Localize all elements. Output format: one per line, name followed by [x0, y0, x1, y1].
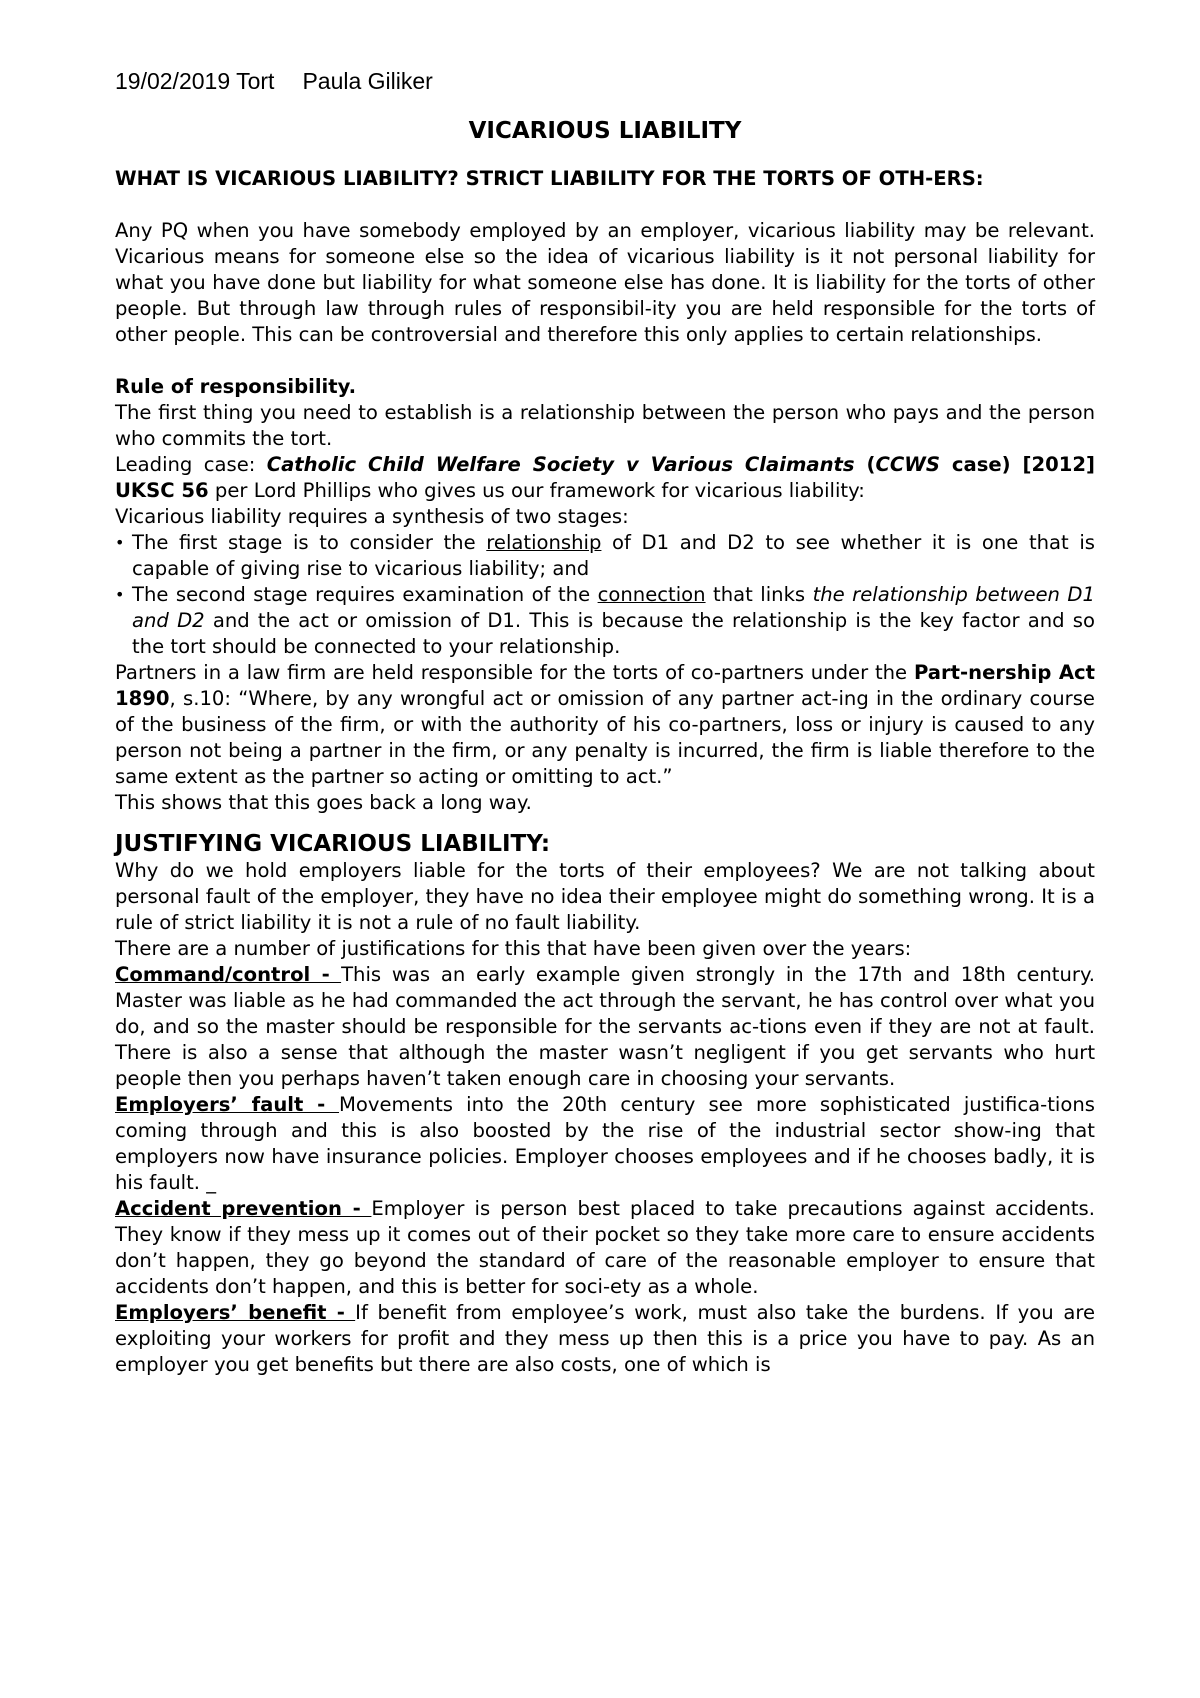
synthesis-line: Vicarious liability requires a synthesis of two stages: — [115, 505, 629, 528]
leading-case-prefix: Leading case: — [115, 453, 267, 476]
rule-paragraph: The first thing you need to establish is a relationship between the person who pays and the person who commits the tort. — [115, 401, 1095, 450]
bullet-text: and the act or omission of D1. This is because the relationship is the key factor and so the tort should be connected to your relationship. — [132, 609, 1095, 658]
subheading: WHAT IS VICARIOUS LIABILITY? STRICT LIABILITY FOR THE TORTS OF OTH-ERS: — [115, 167, 984, 190]
list-item — [115, 582, 1095, 660]
justification-item — [115, 962, 1095, 1092]
list-item — [115, 530, 1095, 582]
justification-label: Command/control - — [115, 963, 342, 986]
shows-line: This shows that this goes back a long way. — [115, 791, 532, 814]
connection-term: connection — [597, 583, 706, 606]
rule-heading: Rule of responsibility. — [115, 375, 357, 398]
justification-text: If benefit from employee’s work, must also take the burdens. If you are exploiting your workers for profit and they mess up then this is a price you have to pay. As an employer you get benefits but there are also costs, one of which is — [115, 1301, 1096, 1376]
bullet-text: The first stage is to consider the — [132, 531, 487, 554]
date-course: 19/02/2019 Tort — [115, 68, 275, 94]
intro-paragraph: Any PQ when you have somebody employed by an employer, vicarious liability may be relevant. Vicarious means for someone else so the idea of vicarious liability is it not personal liability for what you have done but liability for what someone else has done. It is liability for the torts of other people. But through law through rules of responsibil-ity you are held responsible for the torts of other people. This can be controversial and therefore this only applies to certain relationships. — [115, 219, 1095, 346]
relationship-phrase: the relationship between D1 and D2 — [132, 583, 1095, 632]
justifying-intro: Why do we hold employers liable for the torts of their employees? We are not talking about personal fault of the employer, they have no idea their employee might do something wrong. It is a rule of strict liability it is not a rule of no fault liability. — [115, 859, 1095, 934]
justification-item — [115, 1092, 1095, 1196]
justification-label: Employers’ fault - — [115, 1093, 340, 1116]
case-abbr-open: ( — [854, 453, 876, 476]
bullet-text: The second stage requires examination of the — [132, 583, 598, 606]
stages-list — [115, 530, 1095, 660]
partners-quote: , s.10: “Where, by any wrongful act or omission of any partner act-ing in the ordinary course of the business of the firm, or with the authority of his co-partners, loss or injury is caused to any person not being a partner in the firm, or any penalty is incurred, the firm is liable therefore to the same extent as the partner so acting or omitting to act.” — [115, 687, 1095, 788]
justification-text: This was an early example given strongly in the 17th and 18th century. Master was liable as he had commanded the act through the servant, he has control over what you do, and so the master should be responsible for the servants ac-tions even if they are not at fault. There is also a sense that although the master wasn’t negligent if you get servants who hurt people then you perhaps haven’t taken enough care in choosing your servants. — [115, 963, 1095, 1090]
partnership-act: Part-nership Act 1890 — [115, 661, 1095, 710]
bullet-text: of D1 and D2 to see whether it is one that is capable of giving rise to vicarious liability; and — [132, 531, 1096, 580]
partners-paragraph — [115, 660, 1095, 790]
leading-case-paragraph — [115, 452, 1095, 504]
bullet-text: that links — [705, 583, 813, 606]
case-abbr: CCWS — [875, 453, 940, 476]
justification-item — [115, 1196, 1095, 1300]
case-name: Catholic Child Welfare Society v Various Claimants — [266, 453, 855, 476]
justification-label: Accident prevention - — [115, 1197, 372, 1220]
case-citation: case) [2012] UKSC 56 — [115, 453, 1095, 502]
lecturer-name: Paula Giliker — [302, 68, 433, 94]
leading-case-suffix: per Lord Phillips who gives us our framework for vicarious liability: — [208, 479, 865, 502]
justifications-intro: There are a number of justifications for this that have been given over the years: — [115, 937, 912, 960]
partners-text: Partners in a law firm are held responsible for the torts of co-partners under the — [115, 661, 914, 684]
document-title: VICARIOUS LIABILITY — [468, 118, 742, 144]
justification-text: Movements into the 20th century see more sophisticated justifica-tions coming through and this is also boosted by the rise of the industrial sector show-ing that employers now have insurance policies. Employer chooses employees and if he chooses badly, it is his fault. _ — [115, 1093, 1095, 1194]
justification-item — [115, 1300, 1095, 1378]
justification-text: Employer is person best placed to take precautions against accidents. They know if they mess up it comes out of their pocket so they take more care to ensure accidents don’t happen, they go beyond the standard of care of the reasonable employer to ensure that accidents don’t happen, and this is better for soci-ety as a whole. — [115, 1197, 1095, 1298]
section-heading: JUSTIFYING VICARIOUS LIABILITY: — [115, 831, 551, 857]
document-page — [115, 66, 1095, 1378]
justification-label: Employers’ benefit - — [115, 1301, 356, 1324]
document-header — [115, 66, 1095, 96]
relationship-term: relationship — [486, 531, 602, 554]
